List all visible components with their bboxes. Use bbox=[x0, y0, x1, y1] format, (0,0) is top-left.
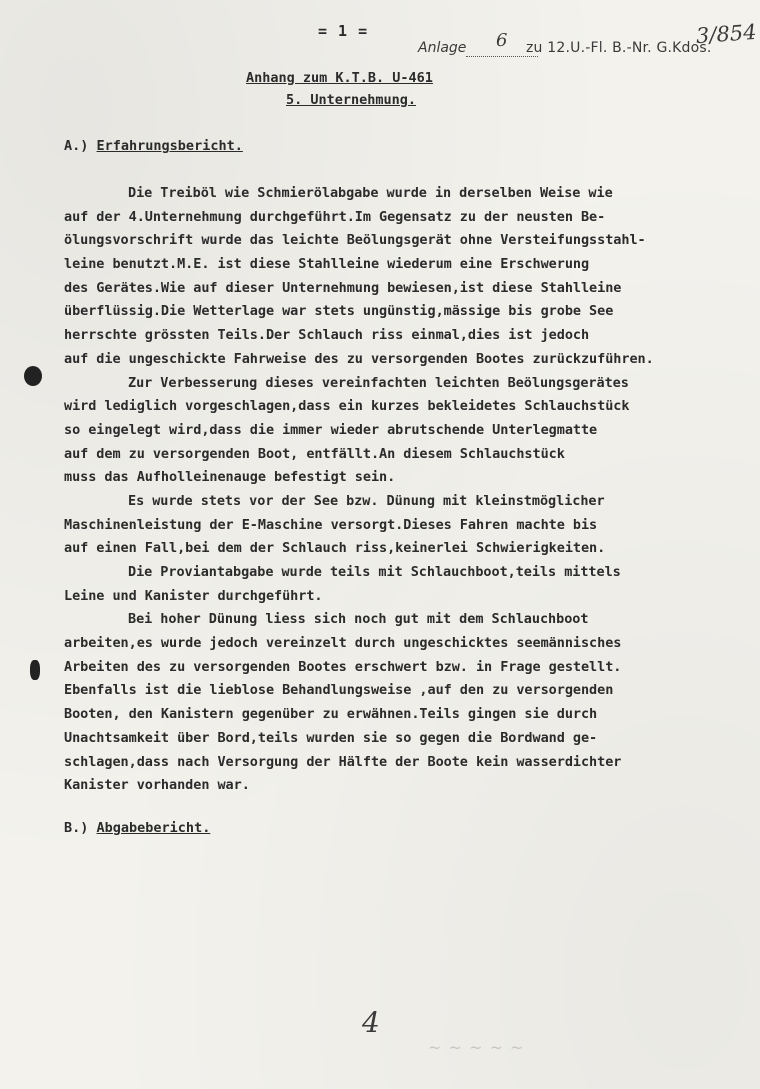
page-number: = 1 = bbox=[318, 22, 369, 40]
text-line: arbeiten,es wurde jedoch vereinzelt durch ungeschicktes seemännisches bbox=[64, 635, 622, 652]
text-line: Bei hoher Dünung liess sich noch gut mit dem Schlauchboot bbox=[128, 611, 589, 628]
text-line: auf der 4.Unternehmung durchgeführt.Im Gegensatz zu der neusten Be- bbox=[64, 208, 606, 225]
stamp-reference: zu 12.U.-Fl. B.-Nr. G.Kdos. bbox=[526, 40, 712, 56]
faint-signature-mark: ~ ~ ~ ~ ~ bbox=[428, 1038, 525, 1057]
title-line-2: 5. Unternehmung. bbox=[286, 92, 417, 108]
report-body bbox=[64, 182, 760, 798]
text-line: Leine und Kanister durchgeführt. bbox=[64, 587, 323, 604]
text-line: Zur Verbesserung dieses vereinfachten leichten Beölungsgerätes bbox=[128, 374, 629, 391]
text-line: Arbeiten des zu versorgenden Bootes erschwert bzw. in Frage gestellt. bbox=[64, 658, 622, 675]
punch-hole-mark bbox=[30, 660, 40, 680]
stamp-dotted-line bbox=[466, 56, 538, 57]
section-a-prefix: A.) bbox=[64, 138, 89, 154]
stamp-label: Anlage bbox=[418, 40, 467, 56]
handwritten-page-number: 4 bbox=[362, 1006, 380, 1039]
text-line: leine benutzt.M.E. ist diese Stahlleine wiederum eine Erschwerung bbox=[64, 256, 590, 273]
text-line: Unachtsamkeit über Bord,teils wurden sie so gegen die Bordwand ge- bbox=[64, 729, 598, 746]
text-line: Es wurde stets vor der See bzw. Dünung mit kleinstmöglicher bbox=[128, 492, 605, 509]
section-b-heading bbox=[64, 820, 210, 836]
title-line-1: Anhang zum K.T.B. U-461 bbox=[246, 70, 433, 86]
text-line: auf dem zu versorgenden Boot, entfällt.An diesem Schlauchstück bbox=[64, 445, 565, 462]
text-line: herrschte grössten Teils.Der Schlauch riss einmal,dies ist jedoch bbox=[64, 327, 590, 344]
text-line: überflüssig.Die Wetterlage war stets ungünstig,mässige bis grobe See bbox=[64, 303, 614, 320]
annex-stamp bbox=[418, 19, 758, 64]
text-line: Die Treiböl wie Schmierölabgabe wurde in derselben Weise wie bbox=[128, 185, 613, 201]
stamp-handwritten-number: 3/854 bbox=[695, 19, 758, 49]
text-line: ölungsvorschrift wurde das leichte Beölungsgerät ohne Versteifungsstahl- bbox=[64, 232, 646, 249]
text-line: Die Proviantabgabe wurde teils mit Schlauchboot,teils mittels bbox=[128, 564, 621, 580]
text-line: muss das Aufholleinenauge befestigt sein. bbox=[64, 469, 396, 486]
section-a-title: Erfahrungsbericht. bbox=[96, 138, 243, 154]
section-b-title: Abgabebericht. bbox=[96, 820, 211, 836]
text-line: Kanister vorhanden war. bbox=[64, 777, 250, 794]
text-line: so eingelegt wird,dass die immer wieder abrutschende Unterlegmatte bbox=[64, 421, 598, 438]
text-line: Booten, den Kanistern gegenüber zu erwähnen.Teils gingen sie durch bbox=[64, 706, 598, 723]
punch-hole-mark bbox=[24, 366, 42, 386]
section-b-prefix: B.) bbox=[64, 820, 89, 836]
text-line: des Gerätes.Wie auf dieser Unternehmung bewiesen,ist diese Stahlleine bbox=[64, 279, 622, 296]
text-line: Maschinenleistung der E-Maschine versorgt.Dieses Fahren machte bis bbox=[64, 516, 598, 533]
text-line: wird lediglich vorgeschlagen,dass ein kurzes bekleidetes Schlauchstück bbox=[64, 398, 630, 415]
text-line: auf die ungeschickte Fahrweise des zu versorgenden Bootes zurückzuführen. bbox=[64, 350, 654, 367]
section-a-heading bbox=[64, 138, 243, 154]
text-line: auf einen Fall,bei dem der Schlauch riss,keinerlei Schwierigkeiten. bbox=[64, 540, 606, 557]
text-line: schlagen,dass nach Versorgung der Hälfte der Boote kein wasserdichter bbox=[64, 753, 622, 770]
stamp-annex-number: 6 bbox=[496, 30, 508, 51]
text-line: Ebenfalls ist die lieblose Behandlungsweise ,auf den zu versorgenden bbox=[64, 682, 614, 699]
